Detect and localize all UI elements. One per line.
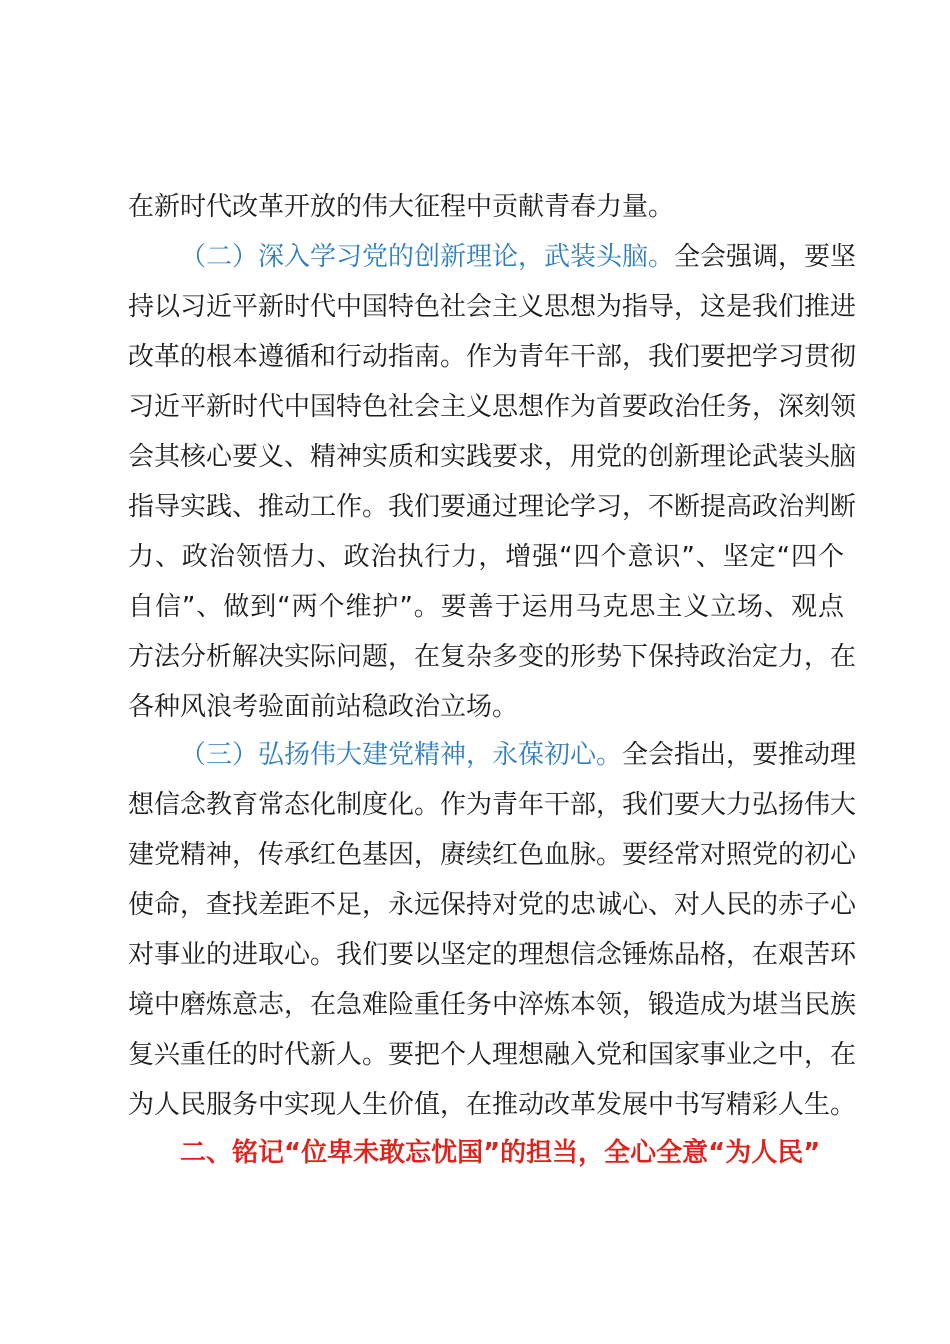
line-text: 为人民服务中实现人生价值，在推动改革发展中书写精彩人生。	[128, 1090, 857, 1120]
line-text: 复兴重任的时代新人。要把个人理想融入党和国家事业之中，在	[128, 1040, 857, 1070]
line-text: 习近平新时代中国特色社会主义思想作为首要政治任务，深刻领	[128, 392, 857, 422]
line-text: 使命，查找差距不足，永远保持对党的忠诚心、对人民的赤子心	[128, 890, 857, 920]
line-text: 全会强调，要坚	[674, 242, 857, 272]
line-text: 建党精神，传承红色基因，赓续红色血脉。要经常对照党的初心	[128, 840, 857, 870]
paragraph-line	[128, 1030, 857, 1080]
subsection-heading-3: （三）弘扬伟大建党精神，永葆初心。	[180, 740, 623, 770]
line-text: 各种风浪考验面前站稳政治立场。	[128, 692, 519, 722]
paragraph-line	[128, 780, 857, 830]
section-heading-2: 二、铭记“位卑未敢忘忧国”的担当，全心全意“为人民”	[180, 1138, 821, 1168]
paragraph-line	[128, 830, 857, 880]
paragraph-line	[128, 682, 844, 732]
paragraph-line	[128, 432, 857, 482]
section-heading-line	[180, 730, 857, 780]
paragraph-line	[128, 282, 857, 332]
line-text: 在新时代改革开放的伟大征程中贡献青春力量。	[128, 192, 675, 222]
paragraph-line	[128, 930, 857, 980]
line-text: 力、政治领悟力、政治执行力，增强“四个意识”、坚定“四个	[128, 542, 844, 572]
line-text: 自信”、做到“两个维护”。要善于运用马克思主义立场、观点	[128, 592, 844, 622]
paragraph-line	[128, 880, 857, 930]
section-heading-line	[180, 1128, 844, 1178]
paragraph-line	[128, 332, 857, 382]
line-text: 全会指出，要推动理	[622, 740, 857, 770]
line-text: 对事业的进取心。我们要以坚定的理想信念锤炼品格，在艰苦环	[128, 940, 857, 970]
line-text: 境中磨炼意志，在急难险重任务中淬炼本领，锻造成为堪当民族	[128, 990, 857, 1020]
paragraph-line	[128, 182, 844, 232]
paragraph-line	[128, 532, 844, 582]
line-text: 持以习近平新时代中国特色社会主义思想为指导，这是我们推进	[128, 292, 857, 322]
paragraph-line	[128, 1080, 857, 1130]
paragraph-line	[128, 382, 857, 432]
subsection-heading-2: （二）深入学习党的创新理论，武装头脑。	[180, 242, 675, 272]
line-text: 方法分析解决实际问题，在复杂多变的形势下保持政治定力，在	[128, 642, 857, 672]
paragraph-line	[128, 980, 857, 1030]
paragraph-line	[128, 482, 857, 532]
line-text: 指导实践、推动工作。我们要通过理论学习，不断提高政治判断	[128, 492, 857, 522]
section-heading-line	[180, 232, 857, 282]
line-text: 会其核心要义、精神实质和实践要求，用党的创新理论武装头脑	[128, 442, 857, 472]
paragraph-line	[128, 582, 844, 632]
paragraph-line	[128, 632, 857, 682]
line-text: 想信念教育常态化制度化。作为青年干部，我们要大力弘扬伟大	[128, 790, 857, 820]
line-text: 改革的根本遵循和行动指南。作为青年干部，我们要把学习贯彻	[128, 342, 857, 372]
